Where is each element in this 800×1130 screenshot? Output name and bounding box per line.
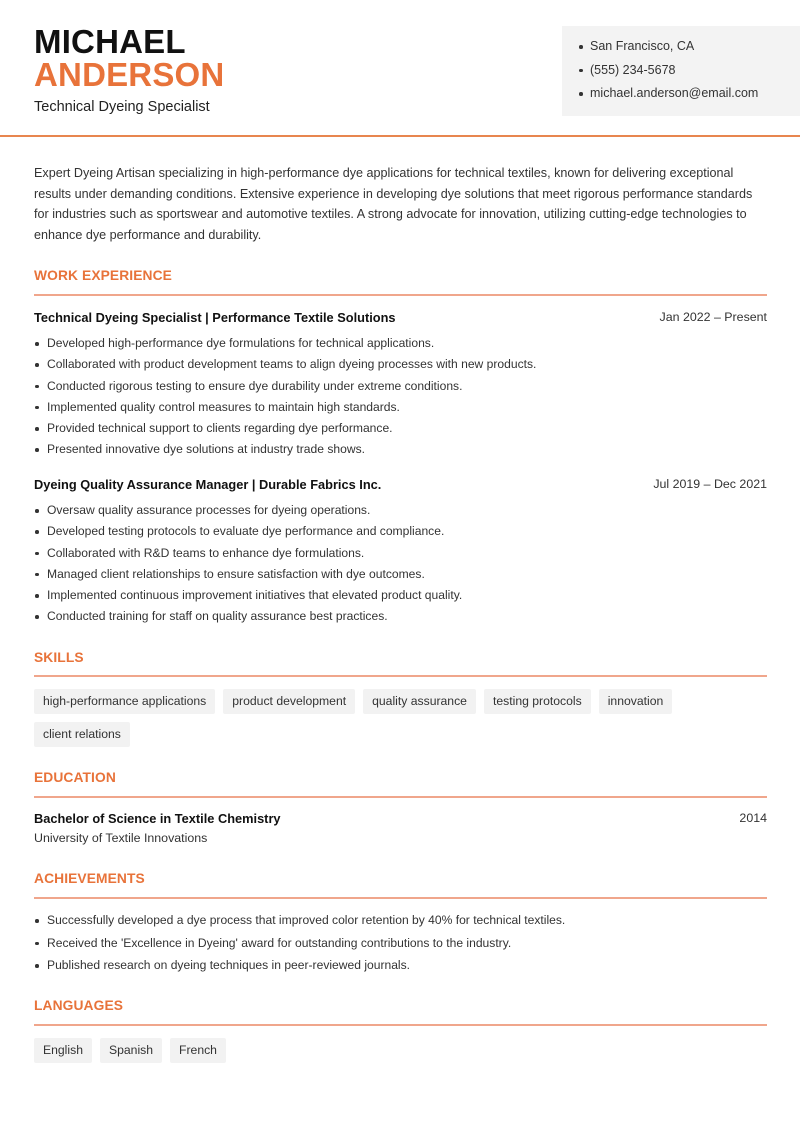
list-item: Developed high-performance dye formulations for technical applications. (34, 335, 536, 356)
list-item: Collaborated with R&D teams to enhance dye formulations. (34, 545, 462, 566)
section-divider (34, 1024, 767, 1026)
list-item: Collaborated with product development teams to align dyeing processes with new products. (34, 356, 536, 377)
skills-list (34, 689, 774, 747)
languages-list (34, 1038, 774, 1063)
contact-email[interactable]: michael.anderson@email.com (579, 85, 800, 109)
list-item: Implemented continuous improvement initiatives that elevated product quality. (34, 587, 462, 608)
list-item: Implemented quality control measures to maintain high standards. (34, 399, 536, 420)
achievements-list (34, 912, 565, 980)
section-title-achievements: ACHIEVEMENTS (34, 871, 145, 886)
list-item: Oversaw quality assurance processes for dyeing operations. (34, 502, 462, 523)
section-divider (34, 897, 767, 899)
section-title-work: WORK EXPERIENCE (34, 268, 172, 283)
section-title-skills: SKILLS (34, 650, 84, 665)
skill-tag: product development (223, 689, 355, 714)
skill-tag: testing protocols (484, 689, 591, 714)
list-item: Provided technical support to clients regarding dye performance. (34, 420, 536, 441)
job-dates: Jan 2022 – Present (659, 310, 767, 324)
job-heading: Technical Dyeing Specialist | Performance Textile Solutions (34, 310, 396, 325)
list-item: Conducted training for staff on quality assurance best practices. (34, 608, 462, 629)
section-divider (34, 675, 767, 677)
job-title: Technical Dyeing Specialist (34, 99, 210, 115)
list-item: Developed testing protocols to evaluate dye performance and compliance. (34, 523, 462, 544)
education-degree: Bachelor of Science in Textile Chemistry (34, 811, 281, 826)
list-item: Received the 'Excellence in Dyeing' award for outstanding contributions to the industry. (34, 935, 565, 958)
language-tag: Spanish (100, 1038, 162, 1063)
skill-tag: quality assurance (363, 689, 476, 714)
last-name: ANDERSON (34, 56, 225, 93)
resume-header (0, 0, 800, 137)
job-bullets (34, 502, 462, 630)
language-tag: French (170, 1038, 226, 1063)
education-year: 2014 (739, 811, 767, 825)
section-divider (34, 796, 767, 798)
list-item: Successfully developed a dye process that improved color retention by 40% for technical textiles. (34, 912, 565, 935)
job-bullets (34, 335, 536, 463)
list-item: Published research on dyeing techniques in peer-reviewed journals. (34, 957, 565, 980)
skill-tag: innovation (599, 689, 673, 714)
section-divider (34, 294, 767, 296)
section-title-education: EDUCATION (34, 770, 116, 785)
contact-box (562, 26, 800, 116)
section-title-languages: LANGUAGES (34, 998, 124, 1013)
contact-list (579, 38, 800, 109)
job-dates: Jul 2019 – Dec 2021 (653, 477, 767, 491)
list-item: Managed client relationships to ensure satisfaction with dye outcomes. (34, 566, 462, 587)
skill-tag: high-performance applications (34, 689, 215, 714)
job-heading: Dyeing Quality Assurance Manager | Durable Fabrics Inc. (34, 477, 382, 492)
contact-location: San Francisco, CA (579, 38, 800, 62)
language-tag: English (34, 1038, 92, 1063)
contact-phone: (555) 234-5678 (579, 62, 800, 86)
skill-tag: client relations (34, 722, 130, 747)
education-school: University of Textile Innovations (34, 831, 208, 845)
list-item: Conducted rigorous testing to ensure dye durability under extreme conditions. (34, 378, 536, 399)
summary: Expert Dyeing Artisan specializing in high-performance dye applications for technical textiles, known for delivering exceptional results under demanding conditions. Extensive experience in developing dye solutions that meet rigorous performance standards for industries such as sportswear and automotive textiles. A strong advocate for innovation, utilizing cutting-edge technologies to enhance dye performance and durability. (34, 166, 753, 243)
list-item: Presented innovative dye solutions at industry trade shows. (34, 441, 536, 462)
first-name: MICHAEL (34, 23, 186, 60)
